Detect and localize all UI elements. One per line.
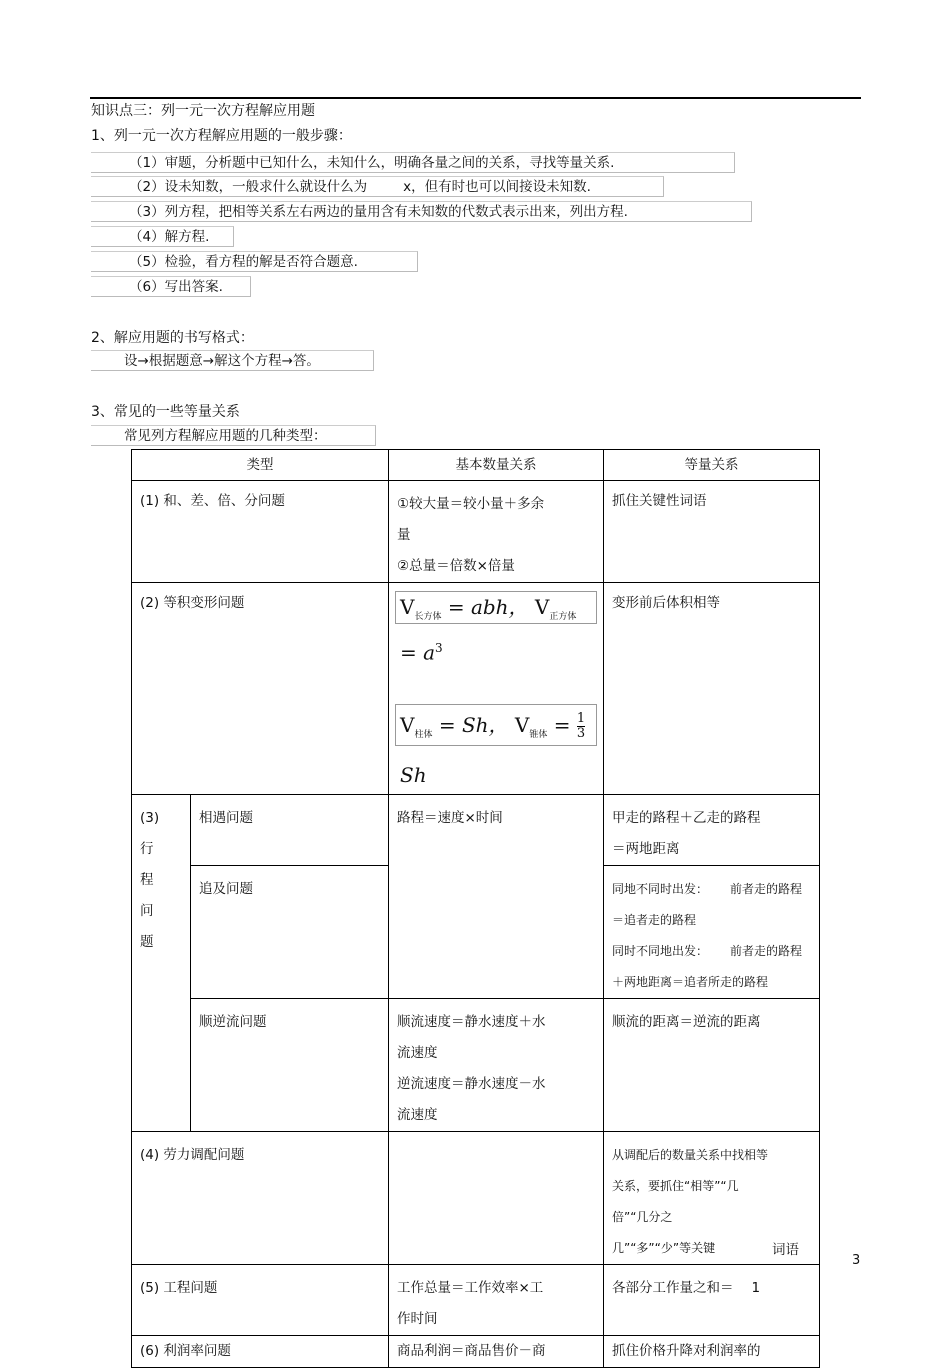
row6-type: (6) 利润率问题 [132,1335,389,1367]
stream-basic: 顺流速度＝静水速度＋水 流速度 逆流速度＝静水速度－水 流速度 [389,998,604,1131]
stream-equal: 顺流的距离＝逆流的距离 [604,998,820,1131]
step-2-text: （2）设未知数，一般求什么就设什么为 [129,179,368,195]
row1-basic [389,481,604,583]
row5-equal: 各部分工作量之和＝ 1 [604,1264,820,1335]
prism-cone-volume-formula: $V_{柱体} = Sh$， $V_{锥体}$ = $\frac{1}{3}$ Sh [395,704,597,746]
section-title: 知识点三：列一元一次方程解应用题 [91,103,315,119]
step-3: （3）列方程，把相等关系左右两边的量用含有未知数的代数式表示出来，列出方程. [91,201,752,222]
cuboid-volume-formula: $V_{长方体}$ = abh， $V_{正方体} = a^3$ [395,591,597,624]
row4-basic [389,1131,604,1264]
meet-basic: 路程＝速度×时间 [389,794,604,998]
step-1: （1）审题，分析题中已知什么，未知什么，明确各量之间的关系，寻找等量关系. [91,152,735,173]
header-rule [90,97,861,99]
step-2-tail: ，但有时也可以间接设未知数. [411,179,591,195]
chase-type: 追及问题 [191,865,389,998]
header-equal: 等量关系 [604,450,820,481]
table-row [132,1131,820,1264]
page-number: 3 [852,1253,861,1268]
row4-type: (4) 劳力调配问题 [132,1131,389,1264]
stream-type: 顺逆流问题 [191,998,389,1131]
row4-equal: 从调配后的数量关系中找相等 关系，要抓住“相等”“几 倍”“几分之 几”“多”“少”等关键 词语 [604,1131,820,1264]
equation-types-table [131,449,820,1368]
fraction-one-third: $\frac{1}{3}$ [576,710,586,741]
row1-type: (1) 和、差、倍、分问题 [132,481,389,583]
part3-heading: 3、常见的一些等量关系 [91,404,240,420]
step-4: （4）解方程. [91,226,234,247]
meet-type: 相遇问题 [191,794,389,865]
row5-type: (5) 工程问题 [132,1264,389,1335]
part3-subheading: 常见列方程解应用题的几种类型： [91,425,376,446]
row1-basic-line2: 量 [397,527,411,543]
header-type: 类型 [132,450,389,481]
travel-label: (3) 行 程 问 题 [132,794,191,1131]
row1-basic-line3: ②总量＝倍数×倍量 [397,558,515,574]
row1-basic-line1: ①较大量＝较小量＋多余 [397,496,545,512]
part1-heading: 1、列一元一次方程解应用题的一般步骤： [91,128,352,144]
row2-basic [389,583,604,795]
row2-type: (2) 等积变形问题 [132,583,389,795]
table-row [132,481,820,583]
step-2 [91,176,664,197]
part2-heading: 2、解应用题的书写格式： [91,330,254,346]
table-row [132,998,820,1131]
table-row [132,583,820,795]
meet-equal: 甲走的路程＋乙走的路程 ＝两地距离 [604,794,820,865]
writing-format: 设→根据题意→解这个方程→答。 [91,350,374,371]
header-basic: 基本数量关系 [389,450,604,481]
row6-equal: 抓住价格升降对利润率的 [604,1335,820,1367]
table-header-row [132,450,820,481]
row1-equal: 抓住关键性词语 [604,481,820,583]
row6-basic: 商品利润＝商品售价－商 [389,1335,604,1367]
table-row [132,1264,820,1335]
step-2-var: x [403,179,412,195]
table-row [132,1335,820,1367]
step-5: （5）检验，看方程的解是否符合题意. [91,251,418,272]
table-row [132,794,820,865]
chase-equal: 同地不同时出发： 前者走的路程 ＝追者走的路程 同时不同地出发： 前者走的路程 ＋两地距离＝追者所走的路程 [604,865,820,998]
row5-basic: 工作总量＝工作效率×工 作时间 [389,1264,604,1335]
row2-equal: 变形前后体积相等 [604,583,820,795]
step-6: （6）写出答案. [91,276,251,297]
